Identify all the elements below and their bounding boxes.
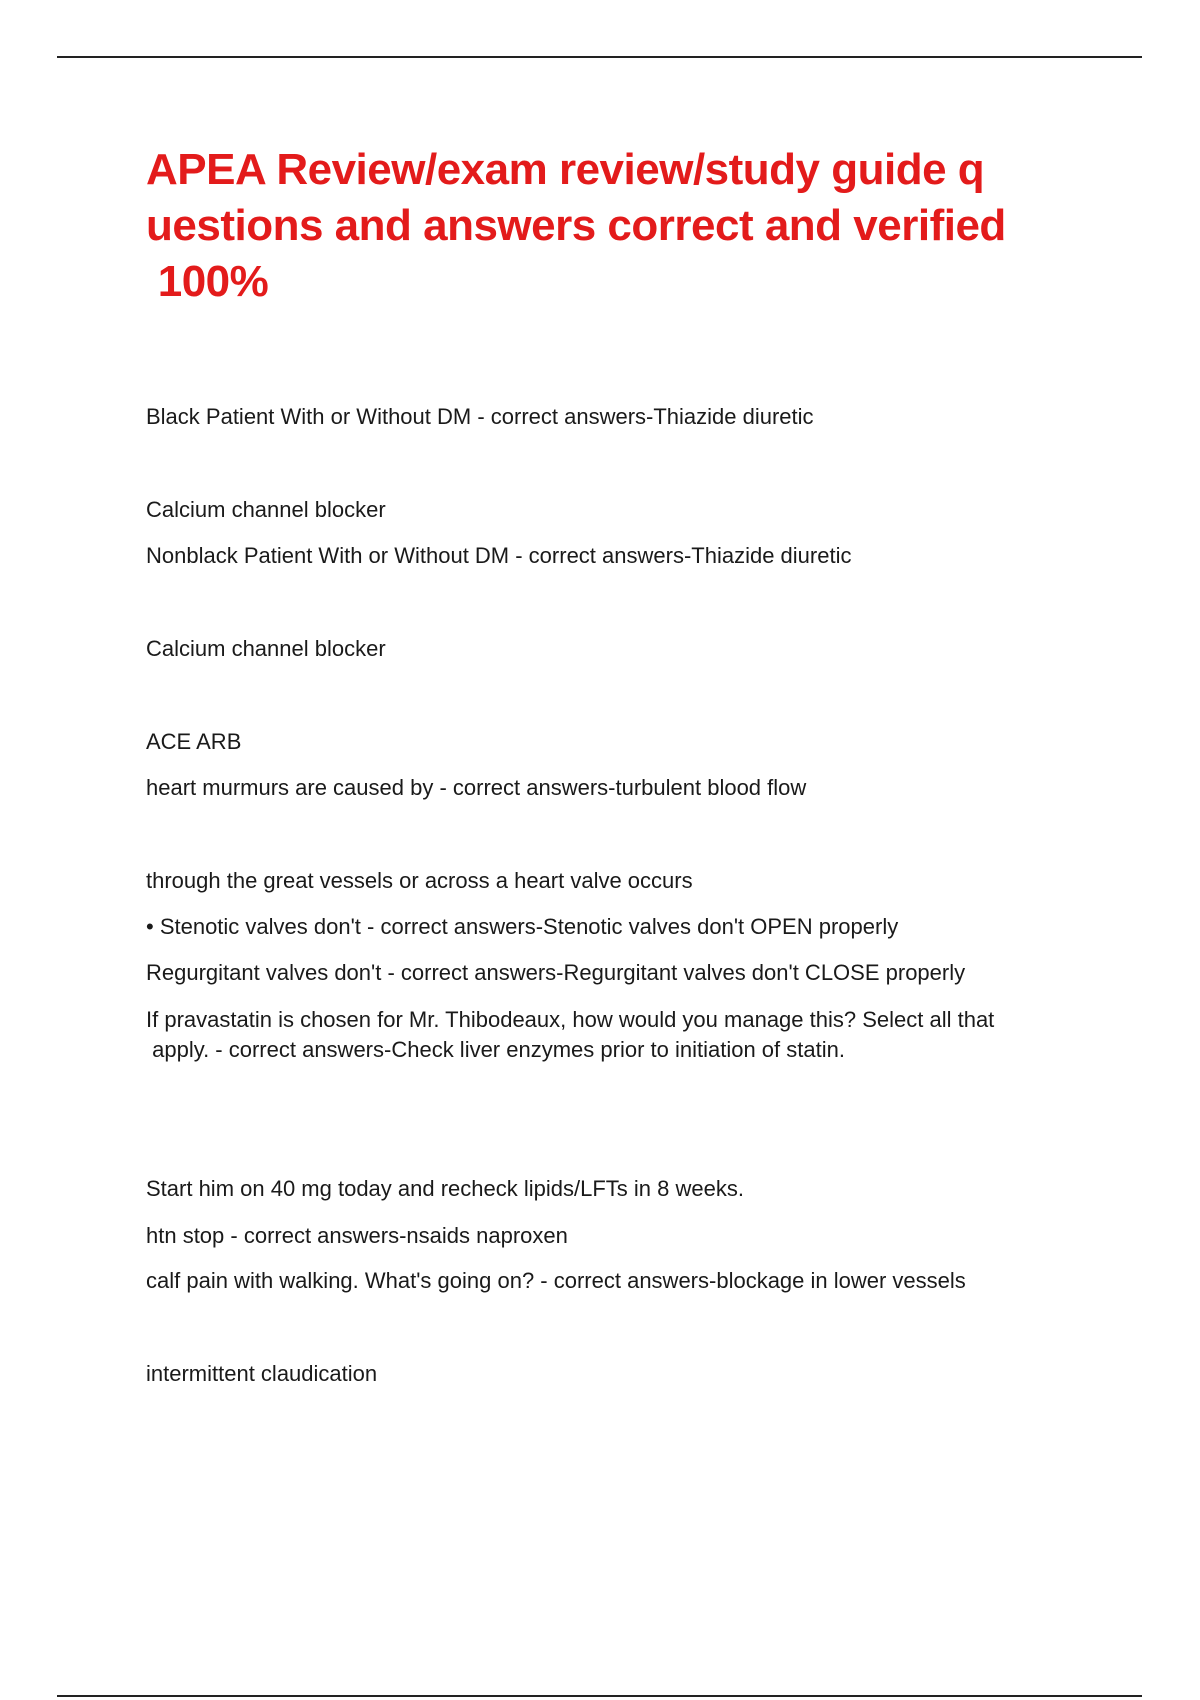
text-line-1: Black Patient With or Without DM - correct answers-Thiazide diuretic [146,404,814,429]
text-line-6: heart murmurs are caused by - correct answers-turbulent blood flow [146,775,807,800]
text-line-2: Calcium channel blocker [146,497,386,522]
text-line-11: apply. - correct answers-Check liver enzymes prior to initiation of statin. [146,1037,845,1062]
text-line-7: through the great vessels or across a heart valve occurs [146,868,693,893]
text-line-4: Calcium channel blocker [146,636,386,661]
text-line-14: calf pain with walking. What's going on? - correct answers-blockage in lower vessels [146,1268,966,1293]
text-line-12: Start him on 40 mg today and recheck lipids/LFTs in 8 weeks. [146,1176,744,1201]
text-line-8: • Stenotic valves don't - correct answers-Stenotic valves don't OPEN properly [146,914,899,939]
text-line-10: If pravastatin is chosen for Mr. Thibodeaux, how would you manage this? Select all that [146,1007,995,1032]
document-title [146,142,1106,310]
footer-rule [57,1695,1142,1697]
title-line-3: 100% [146,257,269,306]
text-line-9: Regurgitant valves don't - correct answers-Regurgitant valves don't CLOSE properly [146,960,966,985]
text-line-13: htn stop - correct answers-nsaids naproxen [146,1223,568,1248]
text-line-5: ACE ARB [146,729,242,754]
header-rule [57,56,1142,58]
text-line-15: intermittent claudication [146,1361,378,1386]
title-line-2: uestions and answers correct and verified [146,201,1006,250]
title-line-1: APEA Review/exam review/study guide q [146,145,985,194]
text-line-3: Nonblack Patient With or Without DM - correct answers-Thiazide diuretic [146,543,852,568]
